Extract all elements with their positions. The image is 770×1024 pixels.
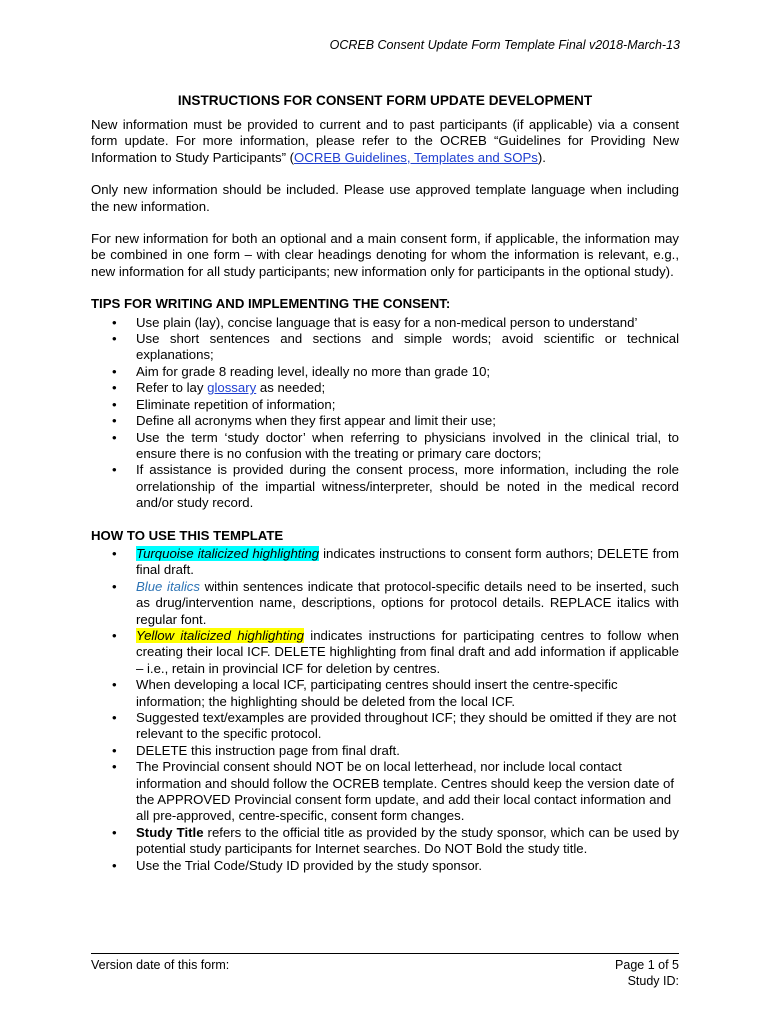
list-item: • The Provincial consent should NOT be on local letterhead, nor include local contact information and should follow the OCREB template. Centres should keep the version date of the APPROVED Provincial consent form update, and add their local contact information and all pre-approved, centre-specific, consent form changes.: [91, 759, 679, 825]
list-item: • If assistance is provided during the consent process, more information, including the role orrelationship of the impartial witness/interpreter, should be noted in the medical record and/or study record.: [91, 462, 679, 511]
version-date-label: Version date of this form:: [91, 958, 230, 972]
list-text: as needed;: [256, 380, 326, 396]
list-item: • DELETE this instruction page from final draft.: [91, 743, 679, 759]
footer-divider: [91, 953, 679, 954]
tips-heading: TIPS FOR WRITING AND IMPLEMENTING THE CONSENT:: [91, 296, 451, 312]
page-number: Page 1 of 5: [615, 958, 679, 972]
list-text: indicates instructions for participating centres to follow when creating their local ICF. DELETE highlighting from final draft and add information if applicable – i.e., retain in provincial ICF for deletion by centres.: [136, 627, 680, 676]
list-item: [91, 825, 679, 858]
blue-italic-text: Blue italics: [136, 578, 200, 594]
study-id-label: Study ID:: [627, 973, 679, 988]
list-item: • Use plain (lay), concise language that is easy for a non-medical person to understand’: [91, 315, 679, 331]
yellow-highlight: Yellow italicized highlighting: [136, 627, 304, 643]
list-text: refers to the official title as provided by the study sponsor, which can be used by potential study participants for Internet searches. Do NOT Bold the study title.: [136, 824, 679, 857]
tips-list: [91, 315, 679, 512]
list-text: Refer to lay: [136, 380, 208, 396]
list-item: • Suggested text/examples are provided throughout ICF; they should be omitted if they are not relevant to the specific protocol.: [91, 710, 679, 743]
intro-text: New information must be provided to current and to past participants (if applicable) via a consent form update. For more information, please refer to the OCREB “Guidelines for Providing New Information to Study Participants” (: [91, 117, 679, 165]
intro-paragraph-2: Only new information should be included. Please use approved template language when including the new information.: [91, 182, 679, 214]
howto-list: [91, 546, 679, 874]
list-item: [91, 380, 679, 396]
list-text: indicates instructions to consent form authors; DELETE from final draft.: [136, 545, 679, 578]
document-header: OCREB Consent Update Form Template Final v2018-March-13: [329, 38, 680, 52]
footer-page-info: [615, 958, 679, 989]
list-text: within sentences indicate that protocol-specific details need to be inserted, such as drug/intervention name, descriptions, options for protocol details. REPLACE italics with regular font.: [136, 578, 679, 627]
list-item: • Use the term ‘study doctor’ when referring to physicians involved in the clinical trial, to ensure there is no confusion with the treating or primary care doctors;: [91, 430, 679, 463]
turquoise-highlight: Turquoise italicized highlighting: [136, 545, 320, 561]
list-item: [91, 579, 679, 628]
list-item: • Aim for grade 8 reading level, ideally no more than grade 10;: [91, 364, 679, 380]
list-item: • When developing a local ICF, participating centres should insert the centre-specific information; the highlighting should be deleted from the local ICF.: [91, 677, 679, 710]
ocreb-guidelines-link[interactable]: OCREB Guidelines, Templates and SOPs: [294, 149, 538, 165]
list-item: • Eliminate repetition of information;: [91, 397, 679, 413]
list-item: • Use short sentences and sections and simple words; avoid scientific or technical explanations;: [91, 331, 679, 364]
page-title: INSTRUCTIONS FOR CONSENT FORM UPDATE DEVELOPMENT: [177, 93, 593, 108]
list-item: [91, 546, 679, 579]
document-body: [91, 92, 679, 874]
study-title-bold: Study Title: [136, 824, 204, 840]
list-item: • Use the Trial Code/Study ID provided by the study sponsor.: [91, 858, 679, 874]
intro-paragraph-1: [91, 117, 679, 166]
list-item: [91, 628, 679, 677]
glossary-link[interactable]: glossary: [207, 380, 257, 396]
howto-heading: HOW TO USE THIS TEMPLATE: [91, 527, 284, 543]
list-item: • Define all acronyms when they first appear and limit their use;: [91, 413, 679, 429]
intro-text: ).: [537, 149, 546, 165]
intro-paragraph-3: For new information for both an optional and a main consent form, if applicable, the information may be combined in one form – with clear headings denoting for whom the information is relevant, e.g., new information for all study participants; new information only for participants in the optional study).: [91, 231, 679, 279]
